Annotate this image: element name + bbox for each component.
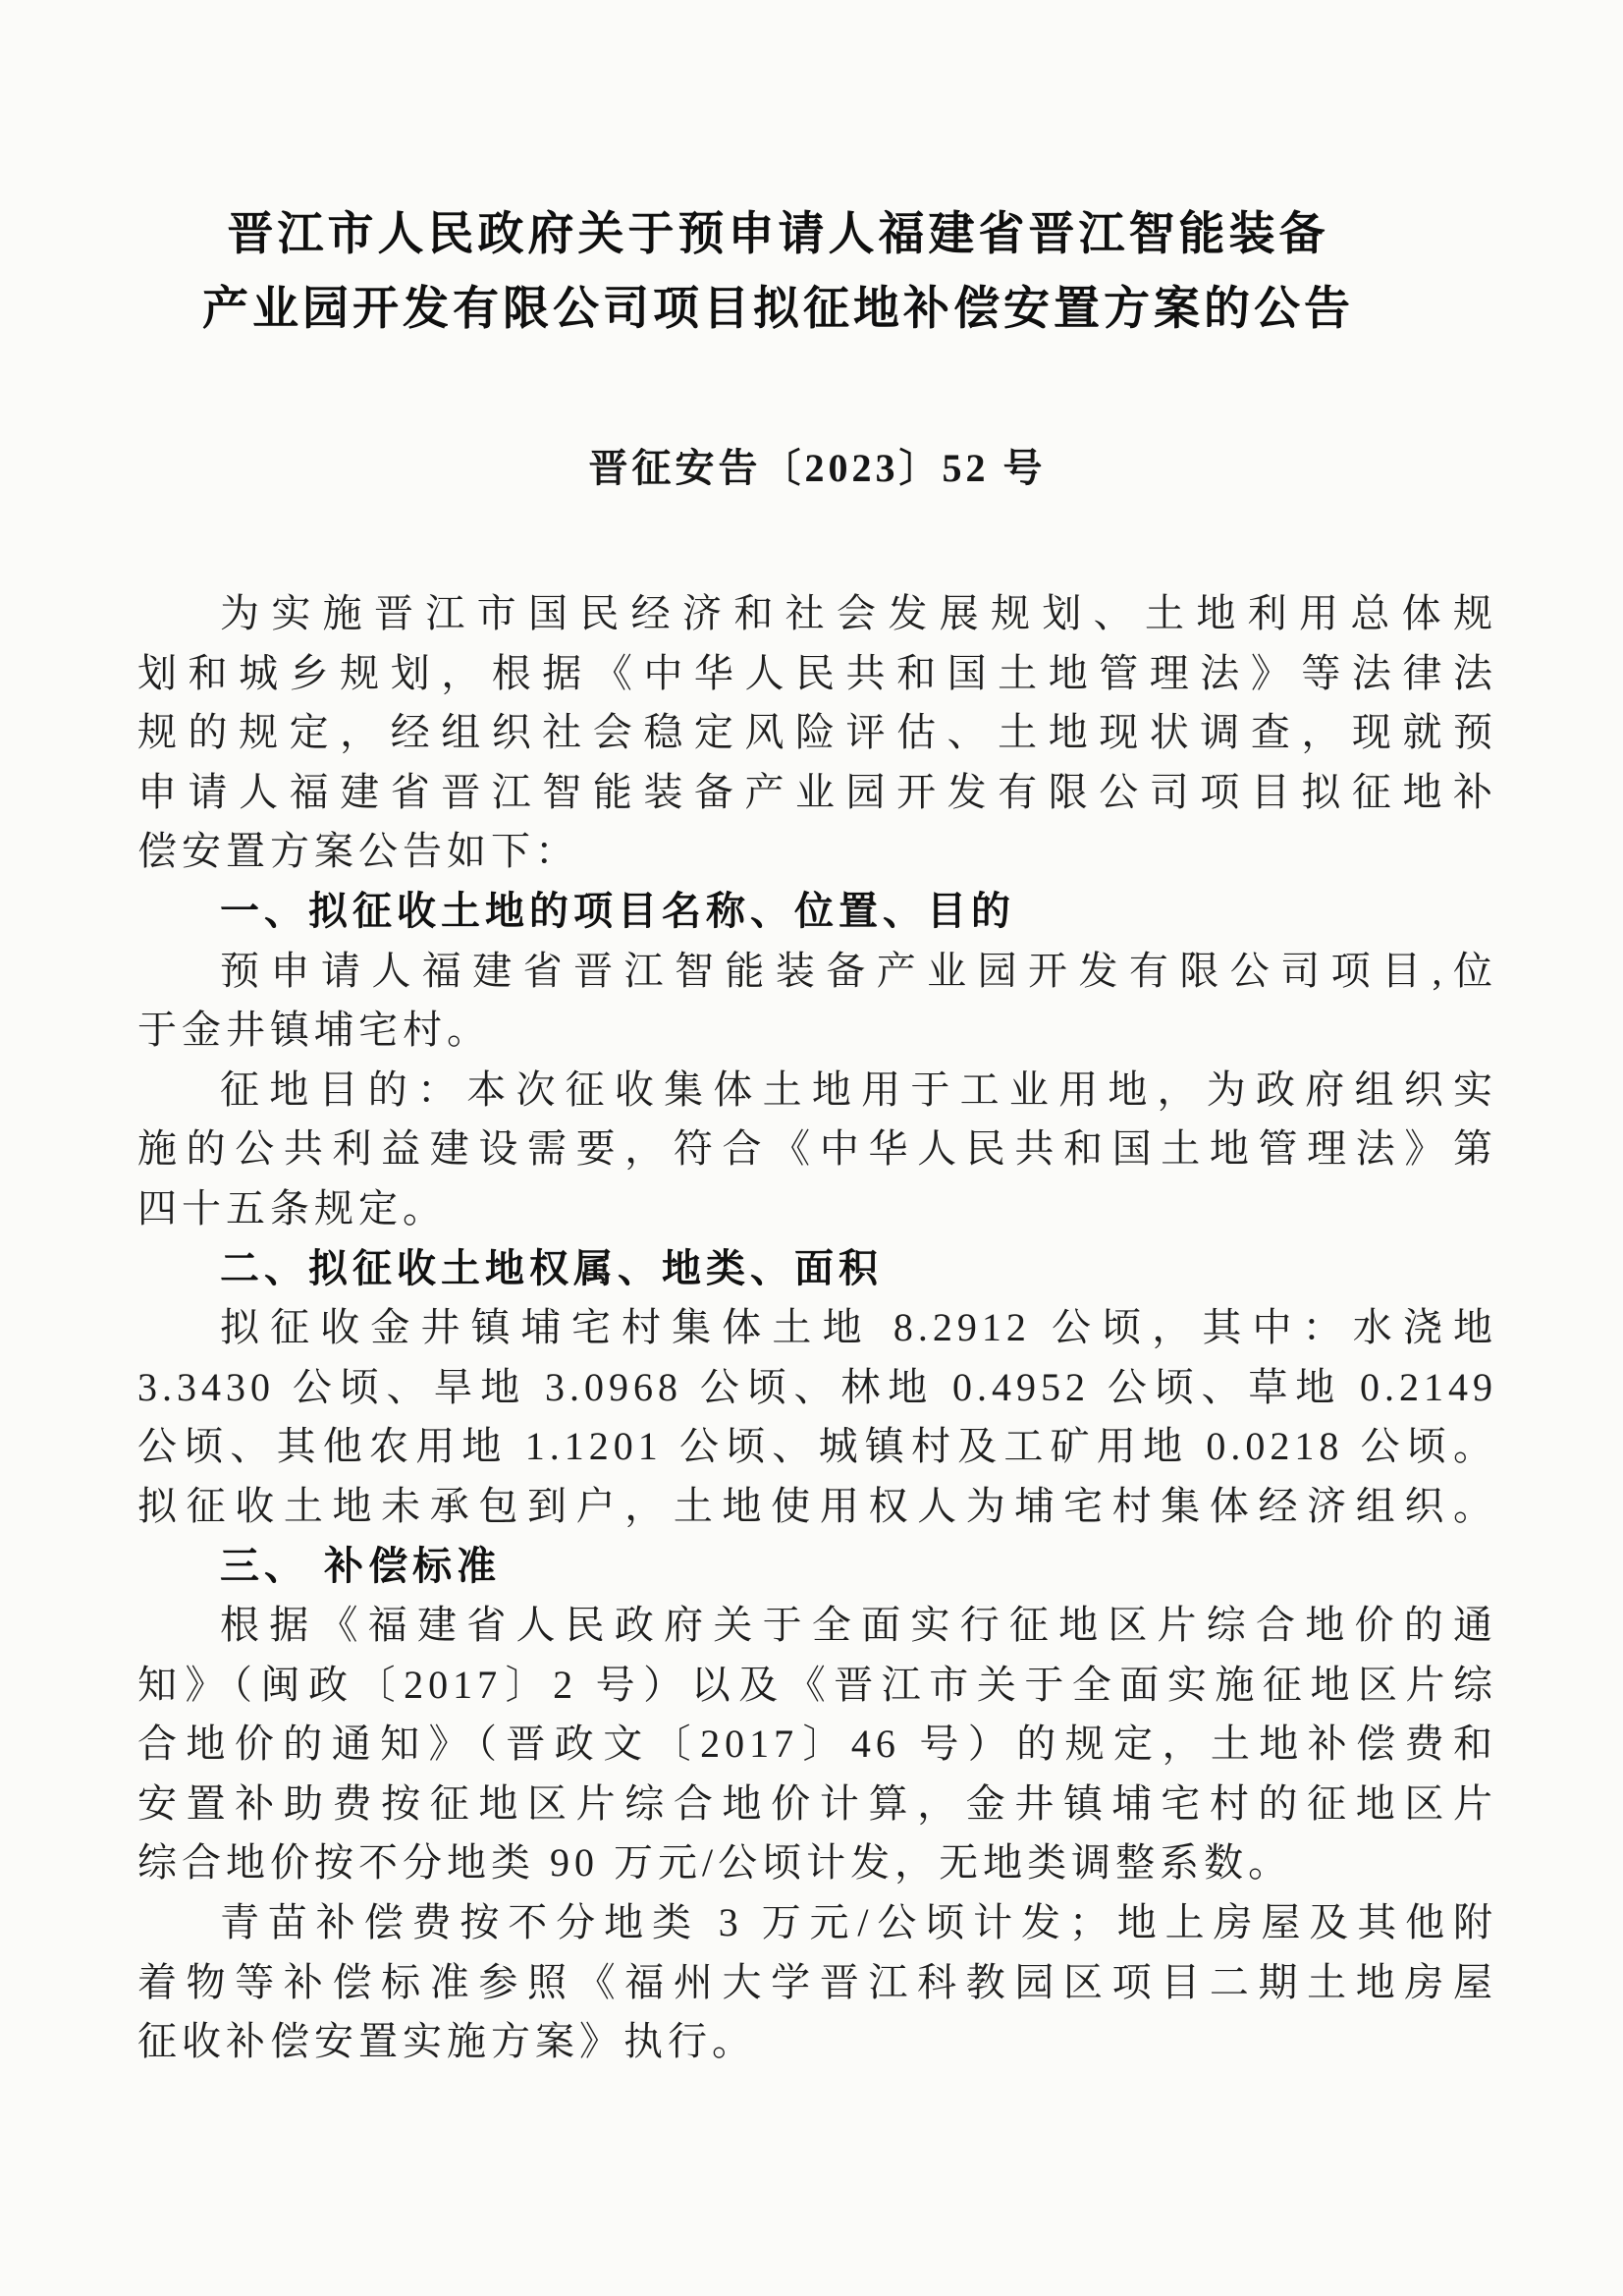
body-line: 公顷、其他农用地 1.1201 公顷、城镇村及工矿用地 0.0218 公顷。 — [137, 1424, 1497, 1469]
body-line: 预申请人福建省晋江智能装备产业园开发有限公司项目,位 — [220, 948, 1497, 993]
body-line: 于金井镇埔宅村。 — [137, 1008, 491, 1053]
document-title-line-2: 产业园开发有限公司项目拟征地补偿安置方案的公告 — [202, 282, 1354, 334]
document-title — [98, 196, 1458, 346]
document-number: 晋征安告〔2023〕52 号 — [588, 446, 1047, 490]
section-heading: 三、 补偿标准 — [220, 1544, 502, 1588]
body-line: 征收补偿安置实施方案》执行。 — [137, 2019, 756, 2064]
document-title-line-1: 晋江市人民政府关于预申请人福建省晋江智能装备 — [227, 207, 1329, 259]
body-line: 四十五条规定。 — [137, 1185, 447, 1230]
body-line: 规的规定，经组织社会稳定风险评估、土地现状调查，现就预 — [137, 710, 1497, 755]
body-line: 安置补助费按征地区片综合地价计算，金井镇埔宅村的征地区片 — [137, 1780, 1497, 1826]
body-line: 合地价的通知》（晋政文〔2017〕46 号）的规定，土地补偿费和 — [137, 1722, 1497, 1767]
body-line: 着物等补偿标准参照《福州大学晋江科教园区项目二期土地房屋 — [137, 1959, 1497, 2004]
body-line: 施的公共利益建设需要，符合《中华人民共和国土地管理法》第 — [137, 1126, 1497, 1172]
document-body — [137, 584, 1497, 2072]
body-line: 申请人福建省晋江智能装备产业园开发有限公司项目拟征地补 — [137, 769, 1497, 814]
body-line: 征地目的：本次征收集体土地用于工业用地，为政府组织实 — [220, 1066, 1497, 1112]
body-line: 拟征收土地未承包到户，土地使用权人为埔宅村集体经济组织。 — [137, 1483, 1497, 1528]
body-line: 3.3430 公顷、旱地 3.0968 公顷、林地 0.4952 公顷、草地 0.2149 — [137, 1364, 1497, 1409]
body-line: 知》（闽政〔2017〕2 号）以及《晋江市关于全面实施征地区片综 — [137, 1662, 1497, 1707]
body-line: 综合地价按不分地类 90 万元/公顷计发，无地类调整系数。 — [137, 1840, 1293, 1886]
body-line: 划和城乡规划，根据《中华人民共和国土地管理法》等法律法 — [137, 650, 1497, 695]
body-line: 拟征收金井镇埔宅村集体土地 8.2912 公顷，其中：水浇地 — [220, 1305, 1497, 1350]
body-line: 根据《福建省人民政府关于全面实行征地区片综合地价的通 — [220, 1603, 1497, 1648]
section-heading: 一、拟征收土地的项目名称、位置、目的 — [220, 889, 1015, 933]
body-line: 青苗补偿费按不分地类 3 万元/公顷计发；地上房屋及其他附 — [220, 1900, 1497, 1945]
body-line: 为实施晋江市国民经济和社会发展规划、土地利用总体规 — [220, 591, 1497, 635]
section-heading: 二、拟征收土地权属、地类、面积 — [220, 1246, 883, 1290]
body-line: 偿安置方案公告如下： — [137, 829, 579, 874]
